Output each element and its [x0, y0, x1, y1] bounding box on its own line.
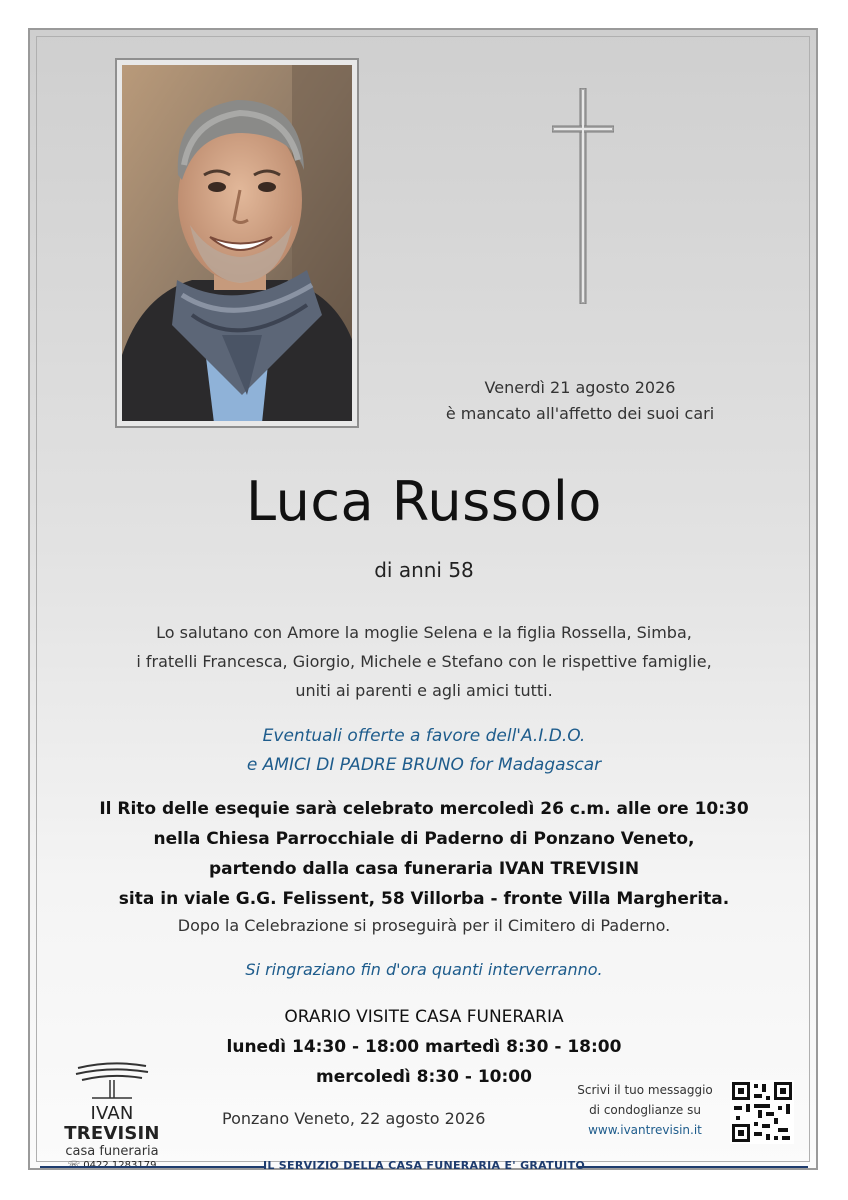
after-ceremony-note: Dopo la Celebrazione si proseguirà per il Cimitero di Paderno. — [177, 916, 671, 935]
mourners-line: uniti ai parenti e agli amici tutti. — [295, 681, 553, 700]
footer-note: IL SERVIZIO DELLA CASA FUNERARIA E' GRATUITO — [262, 1159, 586, 1172]
ceremony-line: Il Rito delle esequie sarà celebrato mercoledì 26 c.m. alle ore 10:30 — [99, 799, 749, 819]
offerings-line: e AMICI DI PADRE BRUNO for Madagascar — [246, 755, 602, 775]
portrait-frame — [115, 58, 359, 428]
place-date: Ponzano Veneto, 22 agosto 2026 — [222, 1109, 486, 1128]
mourners-paragraph — [0, 618, 848, 705]
logo-subtitle: casa funeraria — [65, 1144, 159, 1159]
funeral-home-logo — [44, 1060, 180, 1173]
mourners-line: i fratelli Francesca, Giorgio, Michele e Stefano con le rispettive famiglie, — [136, 652, 712, 671]
death-notice — [430, 375, 730, 427]
portrait-photo — [122, 65, 352, 421]
ceremony-line: nella Chiesa Parrocchiale di Paderno di Ponzano Veneto, — [153, 829, 695, 849]
ceremony-line: partendo dalla casa funeraria IVAN TREVISIN — [208, 859, 640, 879]
ceremony-line: sita in viale G.G. Felissent, 58 Villorba - fronte Villa Margherita. — [118, 889, 730, 909]
visit-hours-line: lunedì 14:30 - 18:00 martedì 8:30 - 18:00 — [226, 1037, 622, 1057]
condolences-line: Scrivi il tuo messaggio — [577, 1083, 713, 1097]
qr-code-icon[interactable] — [730, 1080, 794, 1144]
mourners-line: Lo salutano con Amore la moglie Selena e la figlia Rossella, Simba, — [156, 623, 692, 642]
condolences-note — [570, 1080, 720, 1140]
ceremony-details — [0, 794, 848, 914]
thanks-note: Si ringraziano fin d'ora quanti interverranno. — [245, 960, 603, 979]
logo-brand-first: IVAN — [90, 1103, 134, 1124]
deceased-name: Luca Russolo — [246, 470, 602, 533]
deceased-age: di anni 58 — [374, 558, 474, 582]
offerings-line: Eventuali offerte a favore dell'A.I.D.O. — [262, 726, 586, 746]
death-announcement: è mancato all'affetto dei suoi cari — [445, 404, 715, 423]
cross-icon — [552, 88, 614, 304]
tree-logo-icon — [72, 1060, 152, 1100]
condolences-line: di condoglianze su — [589, 1103, 701, 1117]
logo-brand — [44, 1104, 180, 1144]
logo-brand-second: TREVISIN — [64, 1123, 160, 1144]
visit-hours-title: ORARIO VISITE CASA FUNERARIA — [284, 1007, 564, 1027]
death-date: Venerdì 21 agosto 2026 — [484, 378, 676, 397]
website-link[interactable]: www.ivantrevisin.it — [588, 1123, 702, 1137]
visit-hours-line: mercoledì 8:30 - 10:00 — [316, 1067, 532, 1087]
offerings-note — [0, 722, 848, 780]
